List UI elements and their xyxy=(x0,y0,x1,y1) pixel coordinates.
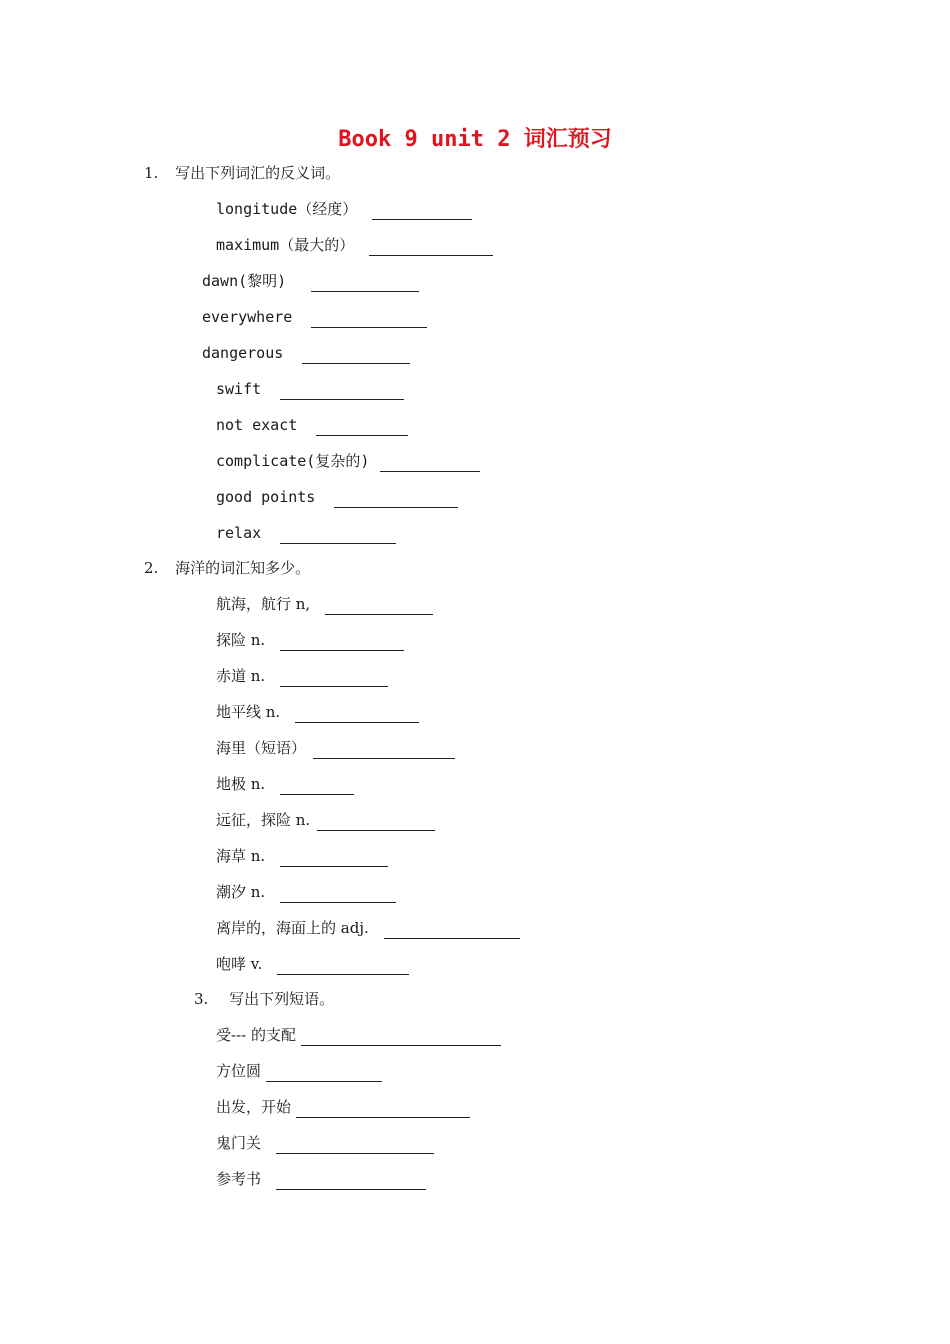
item-label: 航海，航行 n, xyxy=(216,595,311,613)
list-item xyxy=(216,1096,470,1118)
list-item xyxy=(216,486,458,508)
section-2-heading xyxy=(144,557,310,579)
answer-blank[interactable] xyxy=(302,346,410,364)
item-label: 海草 n. xyxy=(216,847,266,865)
section-3-number: 3. xyxy=(194,990,209,1008)
section-1-number: 1. xyxy=(144,164,159,182)
answer-blank[interactable] xyxy=(325,597,433,615)
answer-blank[interactable] xyxy=(369,238,493,256)
list-item xyxy=(202,306,427,328)
list-item xyxy=(216,845,388,867)
item-label: 出发，开始 xyxy=(216,1098,292,1116)
item-label: 地平线 n. xyxy=(216,703,281,721)
answer-blank[interactable] xyxy=(311,310,427,328)
answer-blank[interactable] xyxy=(317,813,435,831)
answer-blank[interactable] xyxy=(296,1100,470,1118)
item-label: 赤道 n. xyxy=(216,667,266,685)
answer-blank[interactable] xyxy=(301,1028,501,1046)
answer-blank[interactable] xyxy=(372,202,472,220)
answer-blank[interactable] xyxy=(280,633,404,651)
item-label: 参考书 xyxy=(216,1170,262,1188)
list-item xyxy=(216,1024,501,1046)
answer-blank[interactable] xyxy=(380,454,480,472)
item-label: 远征，探险 n. xyxy=(216,811,311,829)
answer-blank[interactable] xyxy=(277,957,409,975)
section-1-title: 写出下列词汇的反义词。 xyxy=(175,164,341,182)
answer-blank[interactable] xyxy=(266,1064,382,1082)
list-item xyxy=(216,953,409,975)
answer-blank[interactable] xyxy=(280,849,388,867)
answer-blank[interactable] xyxy=(311,274,419,292)
list-item xyxy=(216,1132,434,1154)
list-item xyxy=(216,450,480,472)
list-item xyxy=(216,701,419,723)
item-label: complicate(复杂的) xyxy=(216,452,370,470)
item-label: longitude（经度） xyxy=(216,200,358,218)
list-item xyxy=(216,522,396,544)
answer-blank[interactable] xyxy=(334,490,458,508)
list-item xyxy=(216,378,404,400)
item-label: 鬼门关 xyxy=(216,1134,262,1152)
list-item xyxy=(216,593,433,615)
item-label: everywhere xyxy=(202,308,293,326)
list-item xyxy=(216,773,354,795)
page-title: Book 9 unit 2 词汇预习 xyxy=(338,127,612,152)
section-2-title: 海洋的词汇知多少。 xyxy=(175,559,311,577)
item-label: maximum（最大的） xyxy=(216,236,355,254)
list-item xyxy=(216,917,520,939)
list-item xyxy=(216,234,493,256)
answer-blank[interactable] xyxy=(280,382,404,400)
answer-blank[interactable] xyxy=(295,705,419,723)
item-label: 海里（短语） xyxy=(216,739,307,757)
item-label: 潮汐 n. xyxy=(216,883,266,901)
list-item xyxy=(216,198,472,220)
item-label: 方位圆 xyxy=(216,1062,262,1080)
item-label: 探险 n. xyxy=(216,631,266,649)
item-label: 受--- 的支配 xyxy=(216,1026,296,1044)
list-item xyxy=(216,737,455,759)
list-item xyxy=(216,414,408,436)
list-item xyxy=(216,809,435,831)
item-label: swift xyxy=(216,380,262,398)
section-3-heading xyxy=(194,988,334,1010)
answer-blank[interactable] xyxy=(280,777,354,795)
list-item xyxy=(202,270,419,292)
item-label: 咆哮 v. xyxy=(216,955,263,973)
list-item xyxy=(216,1168,426,1190)
section-2-number: 2. xyxy=(144,559,159,577)
item-label: dawn(黎明) xyxy=(202,272,287,290)
list-item xyxy=(202,342,410,364)
answer-blank[interactable] xyxy=(276,1136,434,1154)
item-label: relax xyxy=(216,524,262,542)
list-item xyxy=(216,881,396,903)
answer-blank[interactable] xyxy=(313,741,455,759)
item-label: dangerous xyxy=(202,344,284,362)
answer-blank[interactable] xyxy=(280,885,396,903)
section-1-heading xyxy=(144,162,340,184)
list-item xyxy=(216,629,404,651)
answer-blank[interactable] xyxy=(280,526,396,544)
item-label: not exact xyxy=(216,416,298,434)
list-item xyxy=(216,665,388,687)
item-label: 离岸的，海面上的 adj. xyxy=(216,919,369,937)
answer-blank[interactable] xyxy=(280,669,388,687)
answer-blank[interactable] xyxy=(384,921,520,939)
answer-blank[interactable] xyxy=(316,418,408,436)
answer-blank[interactable] xyxy=(276,1172,426,1190)
section-3-title: 写出下列短语。 xyxy=(229,990,335,1008)
item-label: 地极 n. xyxy=(216,775,266,793)
list-item xyxy=(216,1060,382,1082)
item-label: good points xyxy=(216,488,316,506)
